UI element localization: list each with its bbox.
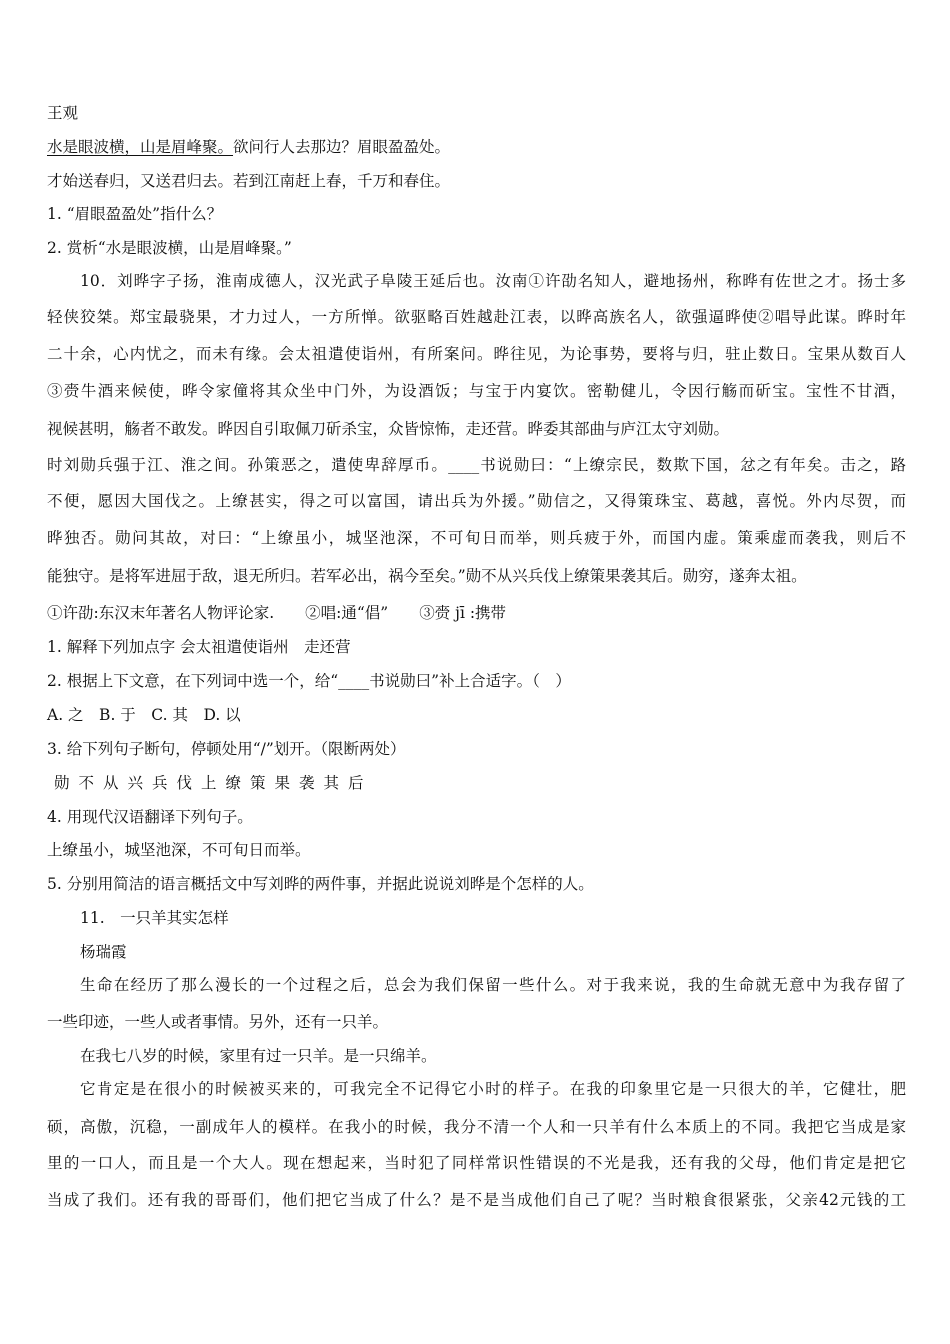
passage-11-p3-line-2: 硕，高傲，沉稳，一副成年人的模样。在我小的时候，我分不清一个人和一只羊有什么本质上的不同。我把它当成是家 bbox=[47, 1118, 906, 1136]
passage-10-line-9: 能独守。是将军进屈于敌，退无所归。若军必出，祸今至矣。”勋不从兴兵伐上缭策果袭其后。勋穷，遂奔太祖。 bbox=[47, 567, 807, 585]
passage-11-author: 杨瑞霞 bbox=[80, 943, 127, 961]
question-9-2: 2. 赏析“水是眼波横，山是眉峰聚。” bbox=[47, 239, 292, 257]
poem-author: 王观 bbox=[47, 104, 79, 122]
passage-11-p3-line-4: 当成了我们。还有我的哥哥们，他们把它当成了什么？是不是当成他们自己了呢？当时粮食很紧张，父亲42元钱的工 bbox=[47, 1191, 906, 1209]
passage-10-line-7: 不便，愿因大国伐之。上缭甚实，得之可以富国，请出兵为外援。”勋信之，又得策珠宝、葛越，喜悦。外内尽贺，而 bbox=[47, 492, 906, 510]
passage-10-line-3: 二十余，心内忧之，而未有缘。会太祖遣使诣州，有所案问。晔往见，为论事势，要将与归，驻止数日。宝果从数百人 bbox=[47, 345, 906, 363]
poem-line-1-rest: 欲问行人去那边？眉眼盈盈处。 bbox=[233, 138, 451, 156]
question-10-3: 3. 给下列句子断句，停顿处用“/”划开。（限断两处） bbox=[47, 740, 406, 758]
passage-11-p3-line-1: 它肯定是在很小的时候被买来的，可我完全不记得它小时的样子。在我的印象里它是一只很大的羊，它健壮，肥 bbox=[80, 1080, 906, 1098]
question-10-4-sentence: 上缭虽小，城坚池深，不可旬日而举。 bbox=[47, 841, 311, 859]
passage-10-line-4: ③赍牛酒来候使，晔令家僮将其众坐中门外，为设酒饭；与宝于内宴饮。密勒健儿，令因行觞而斫宝。宝性不甘酒， bbox=[47, 382, 906, 400]
passage-11-p3-line-3: 里的一口人，而且是一个大人。现在想起来，当时犯了同样常识性错误的不光是我，还有我的父母，他们肯定是把它 bbox=[47, 1154, 906, 1172]
question-10-2: 2. 根据上下文意，在下列词中选一个，给“____书说勋曰”补上合适字。（ ） bbox=[47, 672, 571, 690]
poem-line-2: 才始送春归，又送君归去。若到江南赶上春，千万和春住。 bbox=[47, 172, 451, 190]
question-10-4: 4. 用现代汉语翻译下列句子。 bbox=[47, 808, 253, 826]
passage-10-line-5: 视候甚明，觞者不敢发。晔因自引取佩刀斫杀宝，众皆惊怖，走还营。晔委其部曲与庐江太守刘勋。 bbox=[47, 420, 730, 438]
question-10-2-options: A. 之 B. 于 C. 其 D. 以 bbox=[47, 706, 241, 724]
poem-line-1 bbox=[47, 137, 450, 157]
question-9-1: 1. “眉眼盈盈处”指什么？ bbox=[47, 205, 223, 223]
question-10-5: 5. 分别用简洁的语言概括文中写刘晔的两件事，并据此说说刘晔是个怎样的人。 bbox=[47, 875, 594, 893]
passage-10-line-8: 晔独否。勋问其故，对曰：“上缭虽小，城坚池深，不可旬日而举，则兵疲于外，而国内虚。策乘虚而袭我，则后不 bbox=[47, 529, 906, 547]
question-10-1: 1. 解释下列加点字 会太祖遣使诣州 走还营 bbox=[47, 638, 351, 656]
passage-11-title: 11. 一只羊其实怎样 bbox=[80, 909, 229, 927]
passage-11-p1-line-2: 一些印迹，一些人或者事情。另外，还有一只羊。 bbox=[47, 1013, 389, 1031]
footnotes: ①许劭:东汉末年著名人物评论家. ②唱:通“倡” ③赍 jī :携带 bbox=[47, 604, 507, 622]
passage-10-line-2: 轻侠狡桀。郑宝最骁果，才力过人，一方所惮。欲驱略百姓越赴江表，以晔高族名人，欲强逼晔使②唱导此谋。晔时年 bbox=[47, 308, 906, 326]
passage-11-p2: 在我七八岁的时候，家里有过一只羊。是一只绵羊。 bbox=[80, 1047, 437, 1065]
passage-11-p1-line-1: 生命在经历了那么漫长的一个过程之后，总会为我们保留一些什么。对于我来说，我的生命就无意中为我存留了 bbox=[80, 976, 906, 994]
underlined-phrase: 水是眼波横，山是眉峰聚。 bbox=[47, 138, 234, 156]
passage-10-line-6: 时刘勋兵强于江、淮之间。孙策恶之，遣使卑辞厚币。____书说勋曰：“上缭宗民，数欺下国，忿之有年矣。击之，路 bbox=[47, 456, 906, 474]
question-10-3-sentence: 勋不从兴兵伐上缭策果袭其后 bbox=[54, 774, 373, 792]
passage-10-line-1: 10．刘晔字子扬，淮南成德人，汉光武子阜陵王延后也。汝南①许劭名知人，避地扬州，称晔有佐世之才。扬士多 bbox=[80, 272, 906, 290]
